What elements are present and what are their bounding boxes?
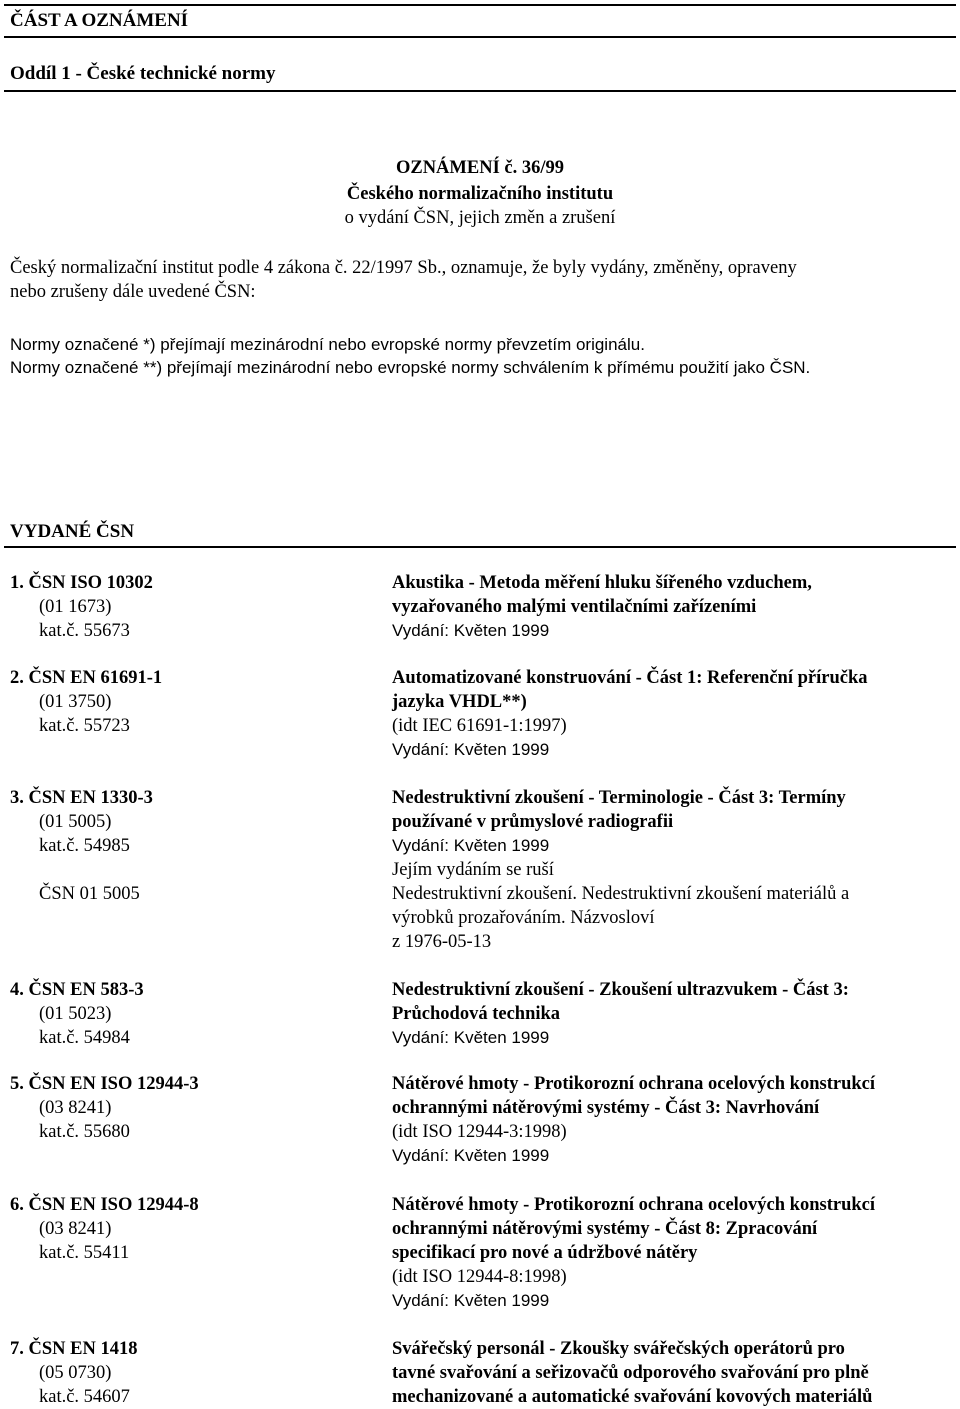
item-catalog: kat.č. 54984	[39, 1028, 130, 1048]
item-title-3: mechanizované a automatické svařování kovových materiálů	[392, 1387, 873, 1407]
item-cancel-2: výrobků prozařováním. Názvosloví	[392, 908, 655, 928]
notice-title: OZNÁMENÍ č. 36/99	[395, 158, 565, 178]
item-issue: Vydání: Květen 1999	[392, 1291, 550, 1310]
item-identifiers	[10, 1193, 370, 1265]
item-title-3: specifikací pro nové a údržbové nátěry	[392, 1243, 698, 1263]
item-details	[392, 1337, 952, 1409]
part-title: ČÁST A OZNÁMENÍ	[4, 4, 956, 38]
item-title-1: Nátěrové hmoty - Protikorozní ochrana ocelových konstrukcí	[392, 1074, 876, 1094]
item-idt: (idt ISO 12944-3:1998)	[392, 1122, 567, 1142]
item-title-1: Nátěrové hmoty - Protikorozní ochrana ocelových konstrukcí	[392, 1195, 876, 1215]
item-catalog: kat.č. 55411	[39, 1243, 130, 1263]
intro-line-2: nebo zrušeny dále uvedené ČSN:	[10, 282, 256, 302]
item-issue: Vydání: Květen 1999	[392, 740, 550, 759]
item-idt: (idt ISO 12944-8:1998)	[392, 1267, 567, 1287]
item-class: (01 5005)	[39, 812, 112, 832]
item-title-1: Akustika - Metoda měření hluku šířeného vzduchem,	[392, 573, 812, 593]
item-class: (01 1673)	[39, 597, 112, 617]
item-cancel-1: Nedestruktivní zkoušení. Nedestruktivní zkoušení materiálů a	[392, 884, 850, 904]
item-class: (01 3750)	[39, 692, 112, 712]
item-issue: Vydání: Květen 1999	[392, 621, 550, 640]
item-cancel-3: z 1976-05-13	[392, 932, 492, 952]
item-details	[392, 571, 952, 643]
item-title-2: ochrannými nátěrovými systémy - Část 8: Zpracování	[392, 1219, 818, 1239]
item-identifiers	[10, 1337, 370, 1409]
item-title-2: Průchodová technika	[392, 1004, 561, 1024]
item-identifiers	[10, 786, 370, 906]
item-title-2: tavné svařování a seřizovačů odporového svařování pro plně	[392, 1363, 869, 1383]
item-details	[392, 1072, 952, 1168]
item-catalog: kat.č. 55680	[39, 1122, 130, 1142]
item-title-2: jazyka VHDL**)	[392, 692, 527, 712]
item-catalog: kat.č. 54607	[39, 1387, 130, 1407]
notice-subtitle: Českého normalizačního institutu	[346, 184, 614, 204]
item-number: 6. ČSN EN ISO 12944-8	[10, 1195, 199, 1215]
item-title-2: používané v průmyslové radiografii	[392, 812, 674, 832]
item-details	[392, 978, 952, 1050]
note-2: Normy označené **) přejímají mezinárodní nebo evropské normy schválením k přímému použití jako ČSN.	[10, 358, 811, 377]
item-class: (01 5023)	[39, 1004, 112, 1024]
item-identifiers	[10, 666, 370, 738]
item-replaced-standard: ČSN 01 5005	[39, 884, 140, 904]
intro-line-1: Český normalizační institut podle 4 zákona č. 22/1997 Sb., oznamuje, že byly vydány, změněny, opraveny	[10, 258, 797, 278]
note-1: Normy označené *) přejímají mezinárodní nebo evropské normy převzetím originálu.	[10, 335, 645, 354]
item-number: 4. ČSN EN 583-3	[10, 980, 144, 1000]
item-identifiers	[10, 978, 370, 1050]
item-title-1: Automatizované konstruování - Část 1: Referenční příručka	[392, 668, 868, 688]
item-number: 5. ČSN EN ISO 12944-3	[10, 1074, 199, 1094]
item-details	[392, 666, 952, 762]
item-number: 1. ČSN ISO 10302	[10, 573, 153, 593]
item-details	[392, 1193, 952, 1313]
issued-heading: VYDANÉ ČSN	[4, 518, 956, 548]
item-title-2: ochrannými nátěrovými systémy - Část 3: Navrhování	[392, 1098, 820, 1118]
item-details	[392, 786, 952, 954]
item-issue: Vydání: Květen 1999	[392, 836, 550, 855]
item-number: 7. ČSN EN 1418	[10, 1339, 138, 1359]
item-catalog: kat.č. 54985	[39, 836, 130, 856]
item-title-1: Nedestruktivní zkoušení - Terminologie - Část 3: Termíny	[392, 788, 846, 808]
notice-subtitle-2: o vydání ČSN, jejich změn a zrušení	[344, 208, 616, 228]
item-number: 2. ČSN EN 61691-1	[10, 668, 163, 688]
item-identifiers	[10, 571, 370, 643]
section-title: Oddíl 1 - České technické normy	[4, 60, 956, 92]
item-number: 3. ČSN EN 1330-3	[10, 788, 153, 808]
item-cancel-intro: Jejím vydáním se ruší	[392, 860, 554, 880]
item-title-2: vyzařovaného malými ventilačními zařízeními	[392, 597, 757, 617]
item-title-1: Svářečský personál - Zkoušky svářečských operátorů pro	[392, 1339, 845, 1359]
item-title-1: Nedestruktivní zkoušení - Zkoušení ultrazvukem - Část 3:	[392, 980, 849, 1000]
item-catalog: kat.č. 55673	[39, 621, 130, 641]
item-catalog: kat.č. 55723	[39, 716, 130, 736]
item-issue: Vydání: Květen 1999	[392, 1028, 550, 1047]
item-class: (03 8241)	[39, 1219, 112, 1239]
item-issue: Vydání: Květen 1999	[392, 1146, 550, 1165]
item-idt: (idt IEC 61691-1:1997)	[392, 716, 567, 736]
item-class: (05 0730)	[39, 1363, 112, 1383]
item-class: (03 8241)	[39, 1098, 112, 1118]
item-identifiers	[10, 1072, 370, 1144]
